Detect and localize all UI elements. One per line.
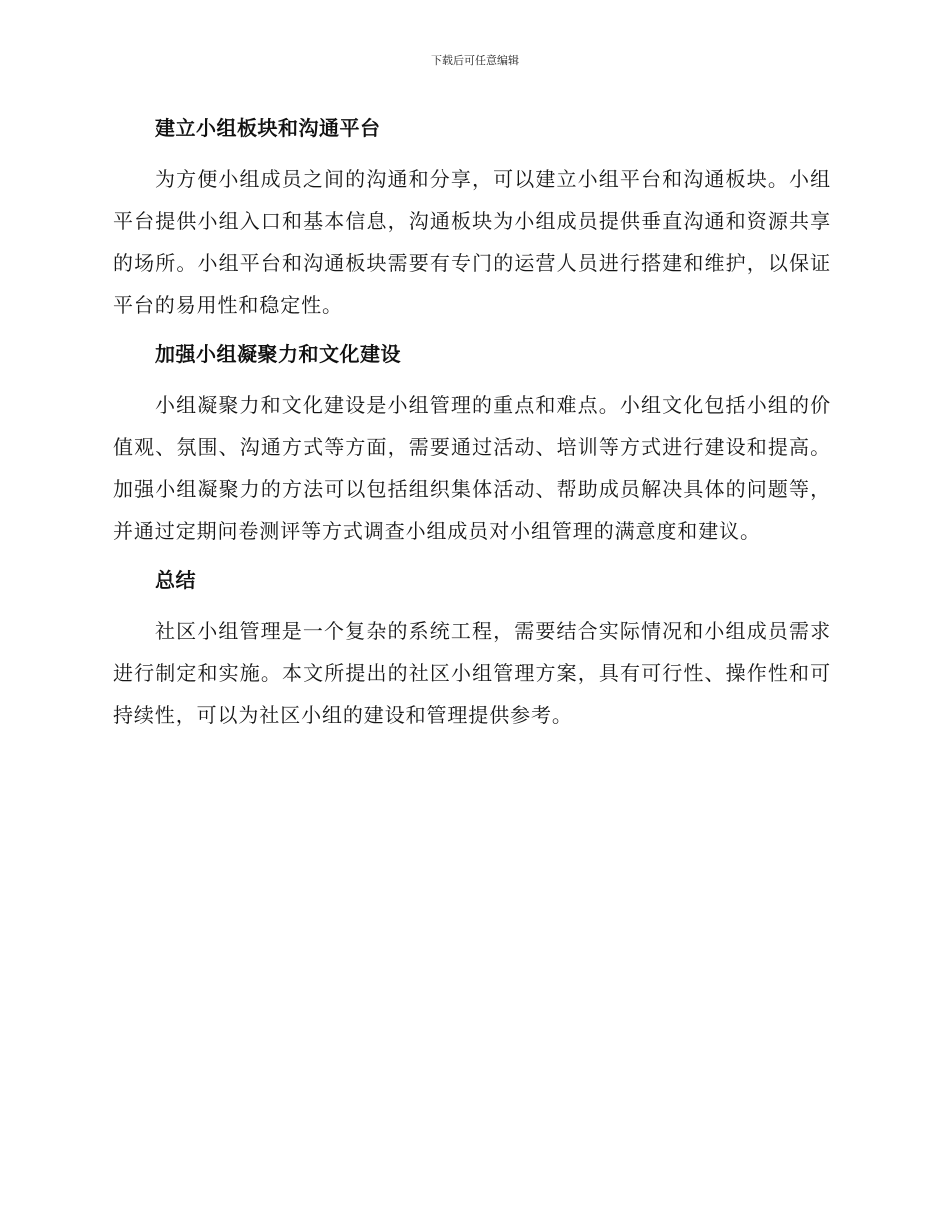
section-heading-cohesion: 加强小组凝聚力和文化建设 [155,342,401,366]
page-header-note: 下载后可任意编辑 [431,54,519,67]
section-paragraph-summary: 社区小组管理是一个复杂的系统工程，需要结合实际情况和小组成员需求进行制定和实施。本文所提出的社区小组管理方案，具有可行性、操作性和可持续性，可以为社区小组的建设和管理提供参考。 [113,619,831,727]
section-paragraph-platform: 为方便小组成员之间的沟通和分享，可以建立小组平台和沟通板块。小组平台提供小组入口和基本信息，沟通板块为小组成员提供垂直沟通和资源共享的场所。小组平台和沟通板块需要有专门的运营人员进行搭建和维护，以保证平台的易用性和稳定性。 [113,167,831,317]
section-heading-summary: 总结 [155,568,196,592]
section-paragraph-cohesion: 小组凝聚力和文化建设是小组管理的重点和难点。小组文化包括小组的价值观、氛围、沟通方式等方面，需要通过活动、培训等方式进行建设和提高。加强小组凝聚力的方法可以包括组织集体活动、帮助成员解决具体的问题等，并通过定期问卷测评等方式调查小组成员对小组管理的满意度和建议。 [113,393,831,543]
section-heading-platform: 建立小组板块和沟通平台 [155,116,381,140]
document-body [113,110,831,736]
